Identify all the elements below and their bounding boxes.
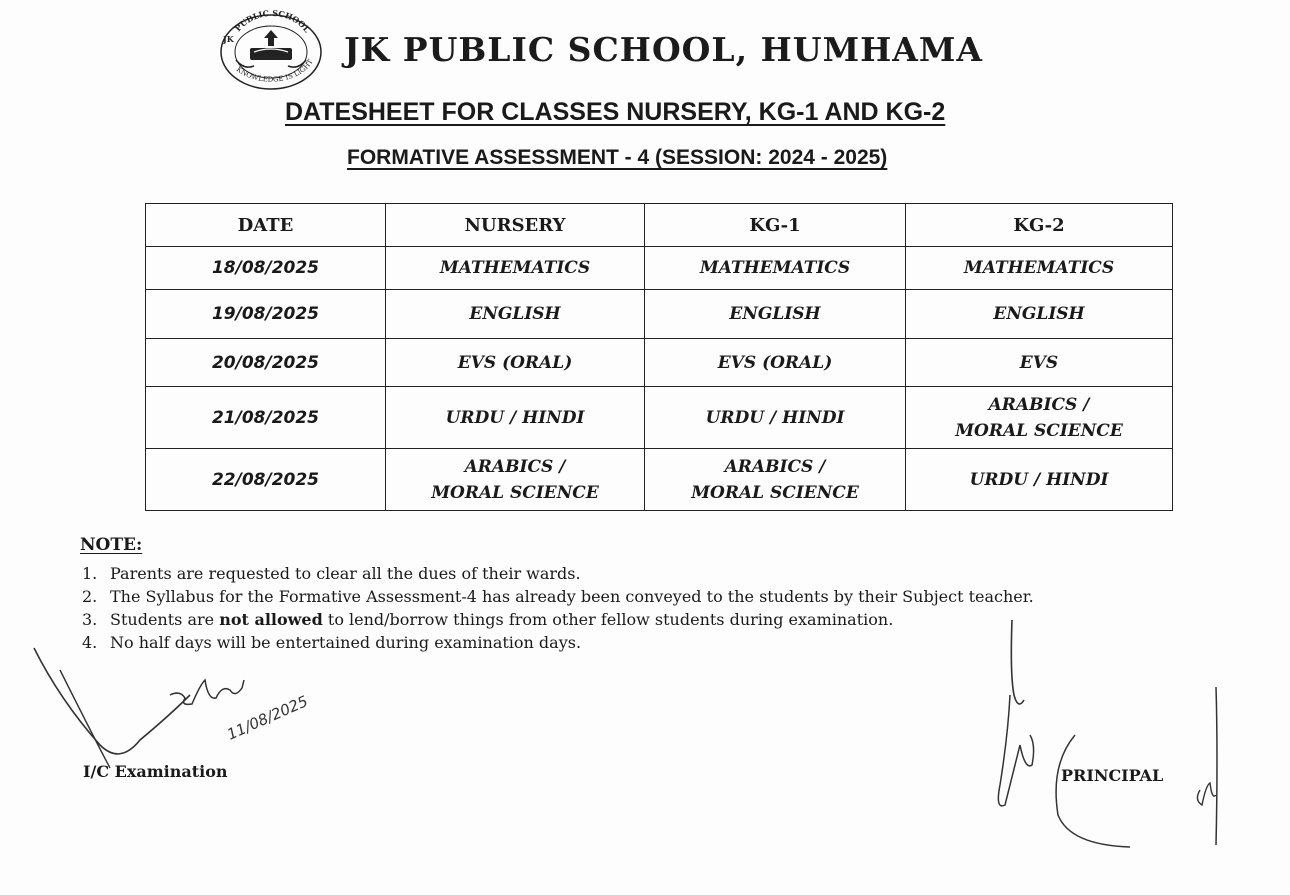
note-after-text: to lend/borrow things from other fellow students during examination. <box>322 610 894 629</box>
kg1-subject-cell <box>645 247 906 290</box>
school-name: JK PUBLIC SCHOOL, HUMHAMA <box>344 30 984 69</box>
laurel-icon <box>236 60 306 67</box>
subject-line: URDU / HINDI <box>705 407 845 428</box>
subject-line: MATHEMATICS <box>963 258 1115 278</box>
nursery-subject-cell <box>386 247 645 290</box>
lamp-icon <box>264 30 278 38</box>
header-kg1: KG-1 <box>645 204 906 247</box>
note-item <box>82 562 1034 585</box>
assessment-subtitle: FORMATIVE ASSESSMENT - 4 (SESSION: 2024 - 2025) <box>347 146 888 169</box>
kg2-subject-cell <box>906 449 1173 511</box>
kg2-subject-cell <box>906 387 1173 449</box>
table-row <box>146 387 1173 449</box>
table-row <box>146 339 1173 387</box>
note-before-text: Parents are requested to clear all the dues of their wards. <box>110 564 581 583</box>
ic-examination-signature <box>30 640 350 770</box>
svg-text:PUBLIC SCHOOL <box>233 8 313 34</box>
subject-line: ARABICS / <box>724 456 826 477</box>
kg1-subject-cell <box>645 449 906 511</box>
table-row <box>146 247 1173 290</box>
nursery-subject-cell <box>386 387 645 449</box>
handwritten-date: 11/08/2025 <box>224 692 311 744</box>
note-before-text: Students are <box>110 610 220 629</box>
header-nursery: NURSERY <box>386 204 645 247</box>
nursery-subject-cell <box>386 449 645 511</box>
note-before-text: No half days will be entertained during examination days. <box>110 633 582 652</box>
date-cell: 18/08/2025 <box>146 247 386 290</box>
principal-signature <box>980 615 1240 855</box>
subject-line: URDU / HINDI <box>445 407 585 428</box>
note-num-text: 4. <box>82 633 98 652</box>
subject-line: MORAL SCIENCE <box>955 420 1123 441</box>
ic-examination-label: I/C Examination <box>83 762 228 781</box>
subject-line: EVS (ORAL) <box>717 352 833 373</box>
note-num-text: 2. <box>82 587 98 606</box>
subject-line: ARABICS / <box>464 456 566 477</box>
logo-ring-top-text: PUBLIC SCHOOL <box>232 8 313 35</box>
datesheet-table <box>145 203 1173 511</box>
subject-line: EVS <box>1019 352 1059 373</box>
note-before-text: The Syllabus for the Formative Assessment-4 has already been conveyed to the students by their Subject teacher. <box>110 587 1034 606</box>
logo-ring-bottom-text: KNOWLEDGE IS LIGHT <box>234 57 315 84</box>
table-header-row <box>146 204 1173 247</box>
note-num-text: 1. <box>82 564 98 583</box>
header-kg2: KG-2 <box>906 204 1173 247</box>
kg1-subject-cell <box>645 339 906 387</box>
book-icon <box>250 48 292 60</box>
subject-line: ARABICS / <box>988 394 1090 415</box>
note-num-text: 3. <box>82 610 98 629</box>
subject-line: ENGLISH <box>729 304 821 324</box>
date-cell: 21/08/2025 <box>146 387 386 449</box>
date-cell: 20/08/2025 <box>146 339 386 387</box>
kg1-subject-cell <box>645 290 906 339</box>
note-item <box>82 585 1034 608</box>
kg2-subject-cell <box>906 290 1173 339</box>
kg2-subject-cell <box>906 247 1173 290</box>
subject-line: MORAL SCIENCE <box>431 482 599 503</box>
kg1-subject-cell <box>645 387 906 449</box>
subject-line: MATHEMATICS <box>439 258 591 278</box>
note-heading: NOTE: <box>80 535 143 555</box>
table-row <box>146 449 1173 511</box>
kg2-subject-cell <box>906 339 1173 387</box>
table-row <box>146 290 1173 339</box>
subject-line: MATHEMATICS <box>699 258 851 278</box>
nursery-subject-cell <box>386 339 645 387</box>
note-item <box>82 608 1034 631</box>
note-bold-text: not allowed <box>219 610 323 629</box>
subject-line: ENGLISH <box>993 304 1085 324</box>
principal-label: PRINCIPAL <box>1061 766 1164 785</box>
school-logo-seal <box>214 8 328 90</box>
subject-line: EVS (ORAL) <box>457 352 573 373</box>
date-cell: 22/08/2025 <box>146 449 386 511</box>
logo-ring-left-text: JK <box>223 34 234 44</box>
subject-line: URDU / HINDI <box>969 469 1109 490</box>
datesheet-title: DATESHEET FOR CLASSES NURSERY, KG-1 AND KG-2 <box>285 98 946 126</box>
header-date: DATE <box>146 204 386 247</box>
nursery-subject-cell <box>386 290 645 339</box>
subject-line: ENGLISH <box>469 304 561 324</box>
subject-line: MORAL SCIENCE <box>691 482 859 503</box>
date-cell: 19/08/2025 <box>146 290 386 339</box>
